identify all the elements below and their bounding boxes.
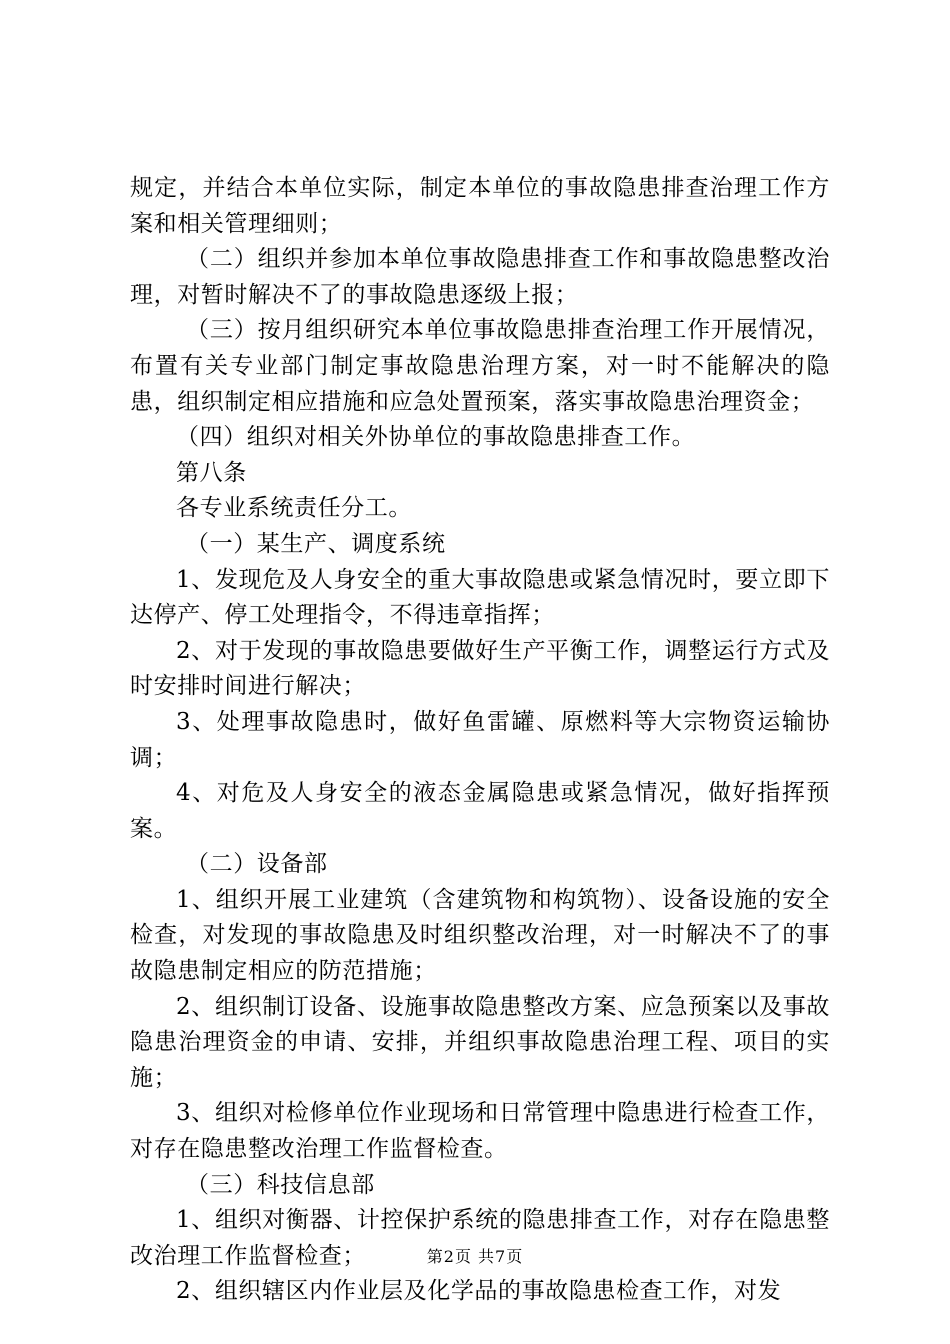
list-item: 2、组织制订设备、设施事故隐患整改方案、应急预案以及事故隐患治理资金的申请、安排，并组织事故隐患治理工程、项目的实施； [130, 993, 830, 1091]
document-body [130, 171, 830, 1310]
section-heading-production: （一）某生产、调度系统 [186, 530, 446, 557]
list-item: 1、组织开展工业建筑（含建筑物和构筑物）、设备设施的安全检查，对发现的事故隐患及时组织整改治理，对一时解决不了的事故隐患制定相应的防范措施； [130, 886, 830, 985]
page-number-footer: 第2页 共7页 [426, 1247, 524, 1266]
list-item: 2、对于发现的事故隐患要做好生产平衡工作，调整运行方式及时安排时间进行解决； [130, 637, 830, 700]
paragraph-item-2: （二）组织并参加本单位事故隐患排查工作和事故隐患整改治理，对暂时解决不了的事故隐患逐级上报； [130, 246, 830, 308]
section-heading-tech-info: （三）科技信息部 [186, 1171, 375, 1198]
list-item: 1、发现危及人身安全的重大事故隐患或紧急情况时，要立即下达停产、停工处理指令，不得违章指挥； [130, 566, 830, 629]
paragraph-responsibility-intro: 各专业系统责任分工。 [176, 495, 412, 522]
list-item: 1、组织对衡器、计控保护系统的隐患排查工作，对存在隐患整改治理工作监督检查； [130, 1207, 830, 1269]
article-heading: 第八条 [176, 459, 247, 486]
paragraph-item-3: （三）按月组织研究本单位事故隐患排查治理工作开展情况，布置有关专业部门制定事故隐患治理方案，对一时不能解决的隐患，组织制定相应措施和应急处置预案，落实事故隐患治理资金； [130, 317, 830, 415]
paragraph-item-4: （四）组织对相关外协单位的事故隐患排查工作。 [176, 424, 696, 451]
section-heading-equipment: （二）设备部 [186, 851, 328, 878]
list-item: 2、组织辖区内作业层及化学品的事故隐患检查工作，对发 [176, 1278, 782, 1305]
list-item: 4、对危及人身安全的液态金属隐患或紧急情况，做好指挥预案。 [130, 780, 830, 842]
list-item: 3、处理事故隐患时，做好鱼雷罐、原燃料等大宗物资运输协调； [130, 708, 830, 771]
list-item: 3、组织对检修单位作业现场和日常管理中隐患进行检查工作，对存在隐患整改治理工作监督检查。 [130, 1100, 830, 1163]
paragraph-continuation: 规定，并结合本单位实际，制定本单位的事故隐患排查治理工作方案和相关管理细则； [130, 175, 830, 237]
